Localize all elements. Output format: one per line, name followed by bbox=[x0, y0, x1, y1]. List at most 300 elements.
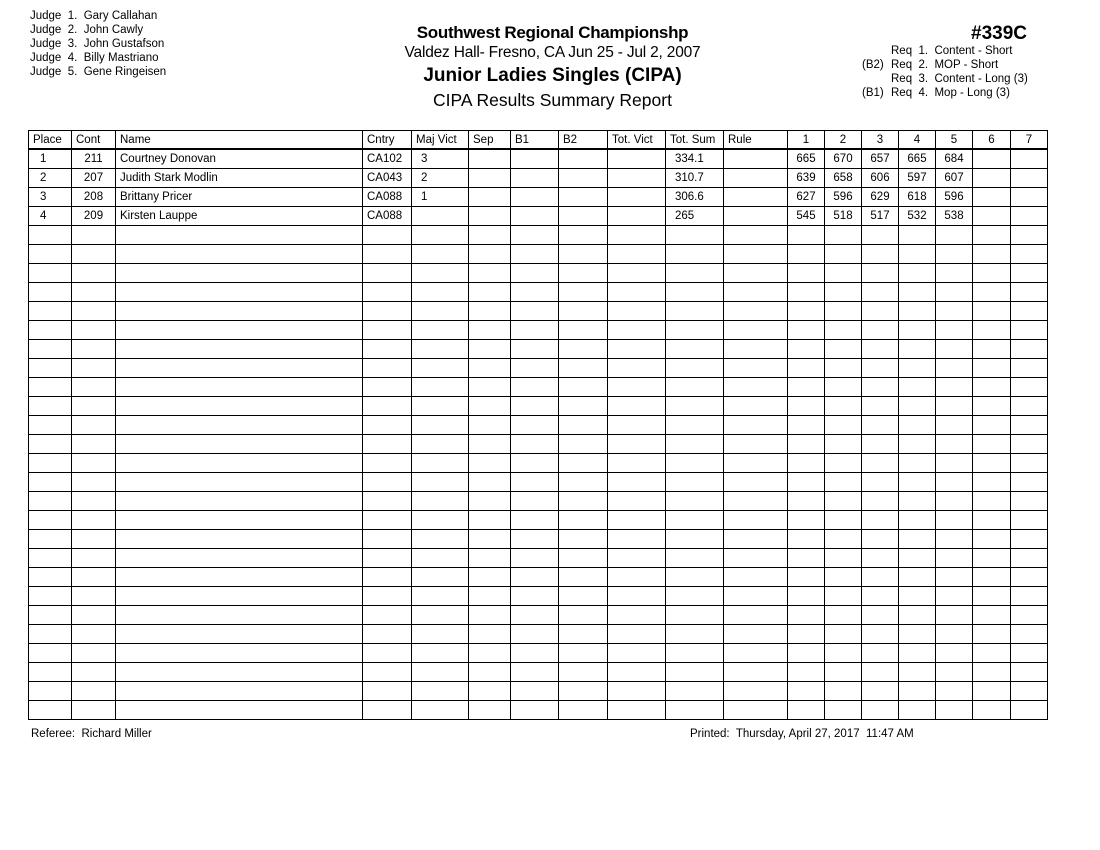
table-cell bbox=[862, 473, 899, 492]
column-header: Name bbox=[116, 131, 363, 150]
table-cell bbox=[1011, 701, 1048, 720]
table-cell bbox=[29, 492, 72, 511]
table-cell bbox=[862, 492, 899, 511]
table-cell bbox=[973, 549, 1011, 568]
table-cell bbox=[469, 283, 511, 302]
table-cell bbox=[666, 302, 724, 321]
requirement-prefix: (B1) bbox=[862, 87, 884, 99]
requirement-label: Req 1. bbox=[891, 45, 929, 57]
table-cell bbox=[936, 549, 973, 568]
table-cell bbox=[469, 682, 511, 701]
empty-table-row bbox=[29, 473, 1048, 492]
table-cell bbox=[469, 321, 511, 340]
table-cell bbox=[825, 359, 862, 378]
table-cell bbox=[559, 226, 608, 245]
table-cell bbox=[116, 226, 363, 245]
table-cell bbox=[72, 340, 116, 359]
column-header: 5 bbox=[936, 131, 973, 150]
table-cell bbox=[724, 549, 788, 568]
table-cell bbox=[469, 701, 511, 720]
table-cell bbox=[72, 359, 116, 378]
table-cell bbox=[608, 321, 666, 340]
table-cell: 618 bbox=[899, 188, 936, 207]
table-cell: 658 bbox=[825, 169, 862, 188]
table-cell: Judith Stark Modlin bbox=[116, 169, 363, 188]
table-cell bbox=[973, 188, 1011, 207]
table-cell bbox=[608, 226, 666, 245]
table-cell bbox=[511, 340, 559, 359]
table-cell bbox=[511, 549, 559, 568]
table-cell bbox=[1011, 587, 1048, 606]
table-cell bbox=[29, 644, 72, 663]
table-cell bbox=[724, 435, 788, 454]
table-cell bbox=[412, 568, 469, 587]
table-cell bbox=[899, 663, 936, 682]
requirement-label: Req 2. bbox=[891, 59, 929, 71]
table-cell bbox=[511, 416, 559, 435]
table-cell bbox=[973, 435, 1011, 454]
table-cell bbox=[608, 530, 666, 549]
table-cell bbox=[29, 416, 72, 435]
table-cell bbox=[825, 226, 862, 245]
table-cell bbox=[363, 549, 412, 568]
table-cell bbox=[559, 473, 608, 492]
table-cell bbox=[559, 359, 608, 378]
table-cell: 3 bbox=[29, 188, 72, 207]
table-cell bbox=[666, 435, 724, 454]
table-cell bbox=[363, 644, 412, 663]
table-cell bbox=[72, 663, 116, 682]
table-cell bbox=[1011, 530, 1048, 549]
table-cell bbox=[936, 682, 973, 701]
table-cell bbox=[29, 568, 72, 587]
table-cell bbox=[825, 264, 862, 283]
table-cell bbox=[1011, 169, 1048, 188]
table-cell bbox=[724, 663, 788, 682]
table-cell: 596 bbox=[936, 188, 973, 207]
table-cell bbox=[899, 302, 936, 321]
table-cell bbox=[469, 663, 511, 682]
empty-table-row bbox=[29, 625, 1048, 644]
table-cell bbox=[899, 549, 936, 568]
table-cell bbox=[559, 682, 608, 701]
table-cell bbox=[724, 207, 788, 226]
table-cell: 3 bbox=[412, 149, 469, 169]
requirement-label: Req 4. bbox=[891, 87, 929, 99]
table-cell bbox=[469, 226, 511, 245]
table-cell bbox=[412, 245, 469, 264]
table-cell: 665 bbox=[899, 149, 936, 169]
table-cell bbox=[116, 397, 363, 416]
table-cell bbox=[666, 492, 724, 511]
table-cell: 209 bbox=[72, 207, 116, 226]
table-cell bbox=[511, 511, 559, 530]
table-cell bbox=[511, 378, 559, 397]
table-cell bbox=[788, 435, 825, 454]
table-cell bbox=[608, 701, 666, 720]
table-cell bbox=[788, 606, 825, 625]
table-cell bbox=[724, 587, 788, 606]
table-cell bbox=[788, 568, 825, 587]
table-cell bbox=[29, 435, 72, 454]
table-cell bbox=[899, 416, 936, 435]
table-cell bbox=[511, 454, 559, 473]
requirement-entry bbox=[862, 72, 1028, 86]
table-cell: 657 bbox=[862, 149, 899, 169]
table-cell bbox=[666, 454, 724, 473]
table-cell bbox=[936, 283, 973, 302]
table-cell bbox=[862, 397, 899, 416]
table-cell bbox=[666, 644, 724, 663]
table-cell bbox=[666, 359, 724, 378]
table-cell bbox=[825, 283, 862, 302]
table-cell bbox=[608, 682, 666, 701]
table-cell bbox=[666, 663, 724, 682]
table-cell: 629 bbox=[862, 188, 899, 207]
table-cell: 1 bbox=[412, 188, 469, 207]
table-cell bbox=[608, 302, 666, 321]
table-cell bbox=[608, 397, 666, 416]
table-cell bbox=[724, 188, 788, 207]
table-cell bbox=[511, 568, 559, 587]
table-cell bbox=[72, 568, 116, 587]
table-cell bbox=[608, 625, 666, 644]
table-cell bbox=[116, 644, 363, 663]
table-cell bbox=[412, 511, 469, 530]
table-cell bbox=[608, 606, 666, 625]
table-cell bbox=[412, 340, 469, 359]
table-cell bbox=[724, 149, 788, 169]
table-cell bbox=[862, 568, 899, 587]
table-cell bbox=[1011, 188, 1048, 207]
table-cell bbox=[899, 283, 936, 302]
table-cell bbox=[973, 587, 1011, 606]
table-cell bbox=[825, 378, 862, 397]
table-cell: 518 bbox=[825, 207, 862, 226]
empty-table-row bbox=[29, 245, 1048, 264]
column-header: 3 bbox=[862, 131, 899, 150]
judge-entry bbox=[30, 37, 166, 51]
table-cell: 670 bbox=[825, 149, 862, 169]
judge-entry bbox=[30, 9, 166, 23]
table-header-row bbox=[29, 131, 1048, 150]
table-cell bbox=[559, 435, 608, 454]
empty-table-row bbox=[29, 549, 1048, 568]
table-cell bbox=[862, 264, 899, 283]
table-cell bbox=[559, 416, 608, 435]
table-cell bbox=[724, 492, 788, 511]
report-name: CIPA Results Summary Report bbox=[433, 90, 672, 110]
table-cell bbox=[936, 321, 973, 340]
table-cell bbox=[469, 340, 511, 359]
table-cell bbox=[899, 245, 936, 264]
requirement-text: Mop - Long (3) bbox=[934, 87, 1010, 99]
table-cell bbox=[666, 473, 724, 492]
empty-table-row bbox=[29, 530, 1048, 549]
table-cell bbox=[469, 378, 511, 397]
column-header: Place bbox=[29, 131, 72, 150]
table-cell bbox=[559, 188, 608, 207]
table-cell bbox=[899, 682, 936, 701]
table-cell bbox=[511, 149, 559, 169]
table-cell bbox=[469, 416, 511, 435]
table-cell bbox=[469, 264, 511, 283]
requirement-text: Content - Short bbox=[934, 45, 1013, 57]
empty-table-row bbox=[29, 321, 1048, 340]
table-cell bbox=[724, 511, 788, 530]
empty-table-row bbox=[29, 435, 1048, 454]
table-cell bbox=[116, 549, 363, 568]
column-header: 6 bbox=[973, 131, 1011, 150]
table-cell bbox=[1011, 302, 1048, 321]
table-cell bbox=[1011, 340, 1048, 359]
table-cell bbox=[666, 416, 724, 435]
table-cell bbox=[1011, 663, 1048, 682]
table-row bbox=[29, 188, 1048, 207]
table-cell: 310.7 bbox=[666, 169, 724, 188]
table-cell bbox=[862, 511, 899, 530]
empty-table-row bbox=[29, 378, 1048, 397]
table-cell bbox=[469, 245, 511, 264]
table-cell bbox=[825, 302, 862, 321]
table-cell bbox=[788, 473, 825, 492]
judge-label: Judge 5. bbox=[30, 66, 78, 78]
table-cell bbox=[825, 530, 862, 549]
table-cell bbox=[412, 454, 469, 473]
empty-table-row bbox=[29, 587, 1048, 606]
table-cell: CA102 bbox=[363, 149, 412, 169]
table-cell bbox=[724, 568, 788, 587]
table-cell bbox=[666, 530, 724, 549]
table-cell: 334.1 bbox=[666, 149, 724, 169]
table-cell bbox=[116, 359, 363, 378]
table-cell bbox=[724, 644, 788, 663]
table-cell: 4 bbox=[29, 207, 72, 226]
table-cell bbox=[608, 454, 666, 473]
table-cell bbox=[973, 245, 1011, 264]
table-cell bbox=[469, 606, 511, 625]
table-cell bbox=[973, 359, 1011, 378]
table-cell bbox=[72, 302, 116, 321]
table-cell bbox=[666, 701, 724, 720]
table-cell bbox=[469, 473, 511, 492]
table-cell bbox=[862, 340, 899, 359]
table-cell bbox=[666, 226, 724, 245]
table-cell bbox=[116, 435, 363, 454]
judge-label: Judge 2. bbox=[30, 24, 78, 36]
table-cell bbox=[363, 340, 412, 359]
table-cell bbox=[724, 226, 788, 245]
table-cell bbox=[469, 644, 511, 663]
table-cell bbox=[666, 340, 724, 359]
table-cell bbox=[72, 587, 116, 606]
table-cell bbox=[559, 568, 608, 587]
table-cell bbox=[608, 207, 666, 226]
table-cell bbox=[936, 625, 973, 644]
table-cell bbox=[511, 283, 559, 302]
table-cell bbox=[899, 454, 936, 473]
table-cell bbox=[363, 302, 412, 321]
table-cell bbox=[363, 245, 412, 264]
table-cell bbox=[412, 416, 469, 435]
table-cell bbox=[666, 587, 724, 606]
empty-table-row bbox=[29, 283, 1048, 302]
table-cell bbox=[1011, 283, 1048, 302]
table-cell bbox=[559, 549, 608, 568]
table-cell bbox=[116, 416, 363, 435]
table-cell bbox=[899, 397, 936, 416]
table-cell bbox=[666, 511, 724, 530]
table-cell bbox=[862, 302, 899, 321]
table-cell bbox=[511, 644, 559, 663]
table-cell bbox=[788, 245, 825, 264]
requirements-list bbox=[862, 44, 1028, 100]
table-cell bbox=[72, 511, 116, 530]
table-cell bbox=[973, 644, 1011, 663]
table-cell bbox=[899, 359, 936, 378]
table-cell bbox=[862, 606, 899, 625]
table-cell: 684 bbox=[936, 149, 973, 169]
table-cell bbox=[559, 169, 608, 188]
table-cell bbox=[973, 492, 1011, 511]
table-cell bbox=[608, 663, 666, 682]
table-cell bbox=[511, 321, 559, 340]
table-cell bbox=[936, 530, 973, 549]
table-cell bbox=[973, 340, 1011, 359]
table-cell bbox=[973, 682, 1011, 701]
judge-label: Judge 3. bbox=[30, 38, 78, 50]
table-cell bbox=[116, 587, 363, 606]
empty-table-row bbox=[29, 397, 1048, 416]
table-cell bbox=[412, 530, 469, 549]
empty-table-row bbox=[29, 454, 1048, 473]
table-cell: 306.6 bbox=[666, 188, 724, 207]
table-cell bbox=[862, 625, 899, 644]
table-cell bbox=[862, 549, 899, 568]
table-cell bbox=[1011, 149, 1048, 169]
table-cell bbox=[666, 397, 724, 416]
table-cell bbox=[29, 473, 72, 492]
table-cell bbox=[29, 226, 72, 245]
table-cell bbox=[862, 245, 899, 264]
table-cell bbox=[412, 549, 469, 568]
table-cell bbox=[608, 549, 666, 568]
table-cell: CA043 bbox=[363, 169, 412, 188]
table-cell bbox=[559, 644, 608, 663]
table-cell bbox=[511, 207, 559, 226]
table-cell: 208 bbox=[72, 188, 116, 207]
table-cell bbox=[511, 435, 559, 454]
table-cell bbox=[559, 245, 608, 264]
table-cell bbox=[412, 587, 469, 606]
table-cell bbox=[973, 701, 1011, 720]
empty-table-row bbox=[29, 340, 1048, 359]
table-cell bbox=[666, 321, 724, 340]
table-cell bbox=[469, 149, 511, 169]
table-cell bbox=[608, 149, 666, 169]
table-cell bbox=[936, 644, 973, 663]
table-cell bbox=[973, 149, 1011, 169]
table-cell bbox=[724, 701, 788, 720]
table-cell bbox=[72, 606, 116, 625]
table-cell bbox=[412, 207, 469, 226]
table-cell bbox=[1011, 644, 1048, 663]
empty-table-row bbox=[29, 682, 1048, 701]
table-cell bbox=[511, 188, 559, 207]
table-cell bbox=[936, 473, 973, 492]
table-cell bbox=[973, 397, 1011, 416]
table-row bbox=[29, 169, 1048, 188]
table-cell bbox=[72, 226, 116, 245]
table-cell: 639 bbox=[788, 169, 825, 188]
table-cell bbox=[825, 321, 862, 340]
table-cell bbox=[116, 454, 363, 473]
table-cell bbox=[29, 606, 72, 625]
table-cell bbox=[973, 264, 1011, 283]
table-cell bbox=[559, 264, 608, 283]
column-header: Tot. Sum bbox=[666, 131, 724, 150]
table-cell bbox=[1011, 435, 1048, 454]
table-cell bbox=[608, 359, 666, 378]
table-cell bbox=[363, 378, 412, 397]
table-cell bbox=[412, 397, 469, 416]
table-cell bbox=[412, 644, 469, 663]
judge-entry bbox=[30, 23, 166, 37]
table-cell bbox=[511, 397, 559, 416]
table-cell bbox=[788, 226, 825, 245]
table-cell bbox=[899, 511, 936, 530]
table-cell bbox=[559, 454, 608, 473]
requirement-label: Req 3. bbox=[891, 73, 929, 85]
table-cell bbox=[899, 473, 936, 492]
table-cell bbox=[724, 378, 788, 397]
table-cell bbox=[936, 245, 973, 264]
table-cell bbox=[936, 359, 973, 378]
table-cell bbox=[1011, 549, 1048, 568]
empty-table-row bbox=[29, 416, 1048, 435]
requirement-entry bbox=[862, 44, 1028, 58]
table-cell bbox=[899, 606, 936, 625]
table-cell bbox=[1011, 492, 1048, 511]
table-cell bbox=[116, 283, 363, 302]
table-cell bbox=[825, 435, 862, 454]
table-cell bbox=[469, 359, 511, 378]
table-cell bbox=[788, 701, 825, 720]
table-cell bbox=[363, 530, 412, 549]
table-cell bbox=[666, 283, 724, 302]
table-cell bbox=[1011, 226, 1048, 245]
table-cell bbox=[29, 682, 72, 701]
table-cell bbox=[973, 473, 1011, 492]
table-cell bbox=[724, 359, 788, 378]
table-cell bbox=[862, 416, 899, 435]
table-cell bbox=[862, 226, 899, 245]
table-cell bbox=[936, 340, 973, 359]
table-cell bbox=[724, 264, 788, 283]
table-cell bbox=[116, 682, 363, 701]
table-cell bbox=[825, 644, 862, 663]
table-cell bbox=[559, 302, 608, 321]
table-cell bbox=[724, 283, 788, 302]
table-cell bbox=[29, 397, 72, 416]
table-cell bbox=[469, 549, 511, 568]
requirement-prefix bbox=[862, 72, 891, 86]
table-cell bbox=[469, 188, 511, 207]
table-cell bbox=[825, 549, 862, 568]
table-cell bbox=[862, 701, 899, 720]
table-cell bbox=[363, 682, 412, 701]
table-cell bbox=[559, 606, 608, 625]
